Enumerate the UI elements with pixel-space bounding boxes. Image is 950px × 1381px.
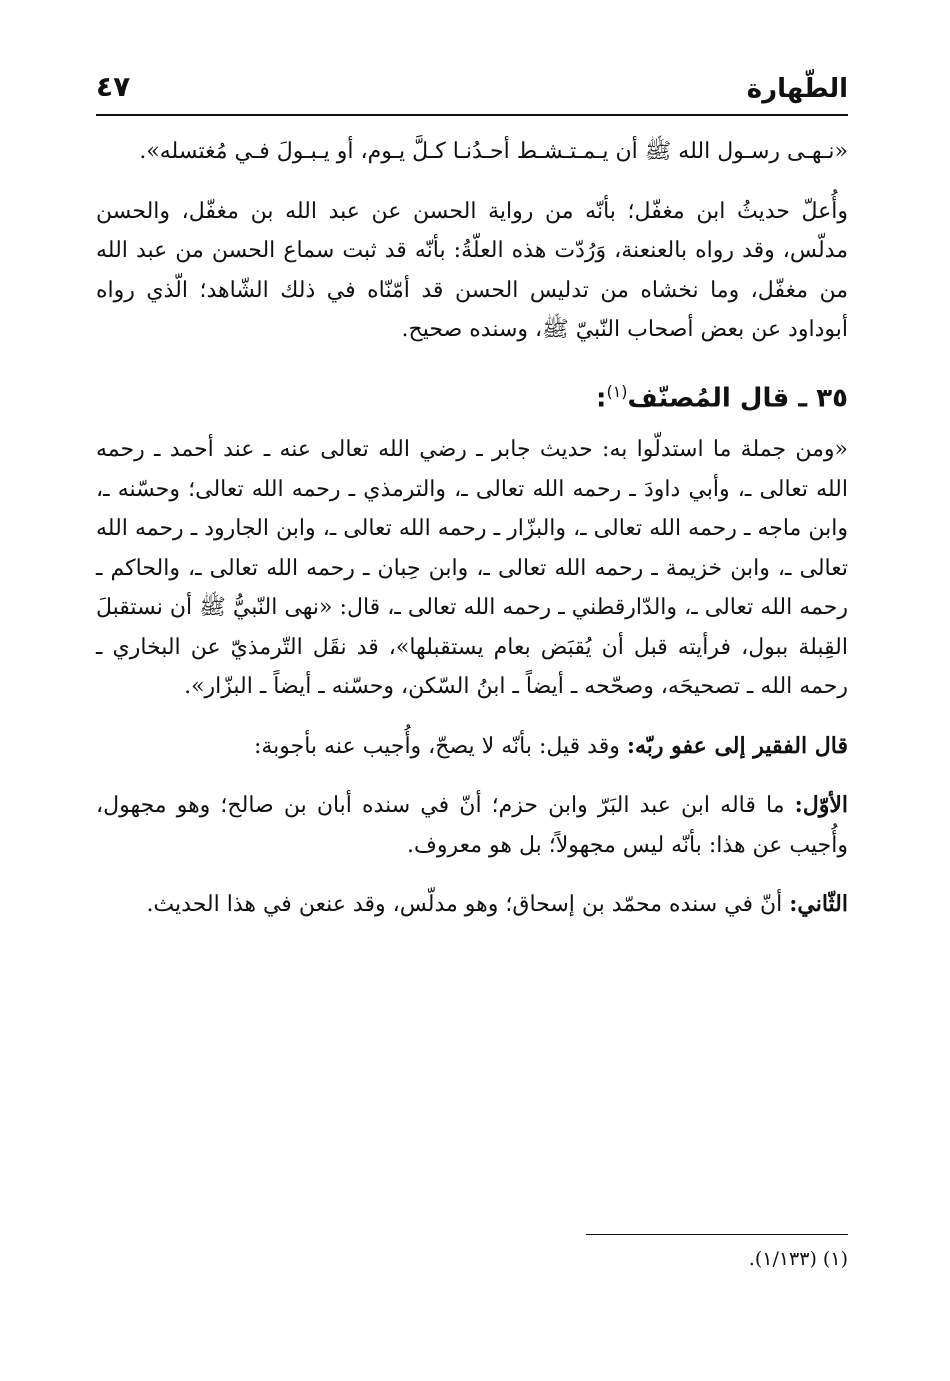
answer-first-text: ما قاله ابن عبد البَرّ وابن حزم؛ أنّ في سنده أبان بن صالح؛ وهو مجهول، وأُجيب عن هذا: بأنّه ليس مجهولاً؛ بل هو معروف.: [96, 793, 848, 858]
heading-number: ٣٥: [816, 383, 848, 414]
answer-first-lead: الأوّل:: [794, 792, 848, 819]
running-title: الطّهارة: [746, 74, 848, 104]
commentary-text: وقد قيل: بأنّه لا يصحّ، وأُجيب عنه بأجوبة:: [253, 733, 620, 759]
paragraph-author-quote: «ومن جملة ما استدلّوا به: حديث جابر ـ رضي الله تعالى عنه ـ عند أحمد ـ رحمه الله تعالى ـ، وأبي داودَ ـ رحمه الله تعالى ـ، والترمذي ـ رحمه الله تعالى؛ وحسّنه ـ، وابن ماجه ـ رحمه الله تعالى ـ، والبزّار ـ رحمه الله تعالى ـ، وابن الجارود ـ رحمه الله تعالى ـ، وابن خزيمة ـ رحمه الله تعالى ـ، وابن حِبان ـ رحمه الله تعالى ـ، والحاكم ـ رحمه الله تعالى ـ، والدّارقطني ـ رحمه الله تعالى ـ، قال: «نهى النّبيُّ ﷺ أن نستقبلَ القِبلة ببول، فرأيته قبل أن يُقبَض بعام يستقبلها»، قد نقَل التّرمذيّ عن البخاري ـ رحمه الله ـ تصحيحَه، وصحّحه ـ أيضاً ـ ابنُ السّكن، وحسّنه ـ أيضاً ـ البزّار».: [96, 437, 848, 700]
heading-text: ـ قال المُصنّف: [627, 383, 808, 414]
paragraph-answer-second: [96, 885, 848, 925]
paragraph-answer-first: [96, 786, 848, 865]
main-text: [96, 132, 848, 945]
commentary-lead: قال الفقير إلى عفو ربّه:: [626, 732, 848, 759]
footnote-divider: [586, 1234, 848, 1235]
section-heading: [96, 370, 848, 421]
paragraph-illah: وأُعلّ حديثُ ابن مغفّل؛ بأنّه من رواية الحسن عن عبد الله بن مغفّل، والحسن مدلّس، وقد رواه بالعنعنة، وَرُدّت هذه العلّةُ: بأنّه قد ثبت سماع الحسن من عبد الله من مغفّل، وما نخشاه من تدليس الحسن قد أمّنّاه في ذلك الشّاهد؛ الّذي رواه أبوداود عن بعض أصحاب النّبيّ ﷺ، وسنده صحيح.: [96, 198, 848, 342]
heading-colon: :: [596, 383, 607, 414]
running-header: [96, 66, 848, 116]
footnote-marker: (١): [606, 381, 628, 401]
answer-second-text: أنّ في سنده محمّد بن إسحاق؛ وهو مدلّس، وقد عنعن في هذا الحديث.: [146, 892, 783, 918]
answer-second-lead: الثّاني:: [789, 891, 848, 918]
footnote: (١) (١/١٣٣).: [748, 1248, 848, 1270]
paragraph-hadith-quote: «نـهـى رسـول الله ﷺ أن يـمـتـشـط أحـدُنـا كـلَّ يـوم، أو يـبـولَ فـي مُغتسله».: [139, 139, 848, 164]
page-number: ٤٧: [96, 70, 131, 103]
paragraph-commentary: [96, 727, 848, 767]
